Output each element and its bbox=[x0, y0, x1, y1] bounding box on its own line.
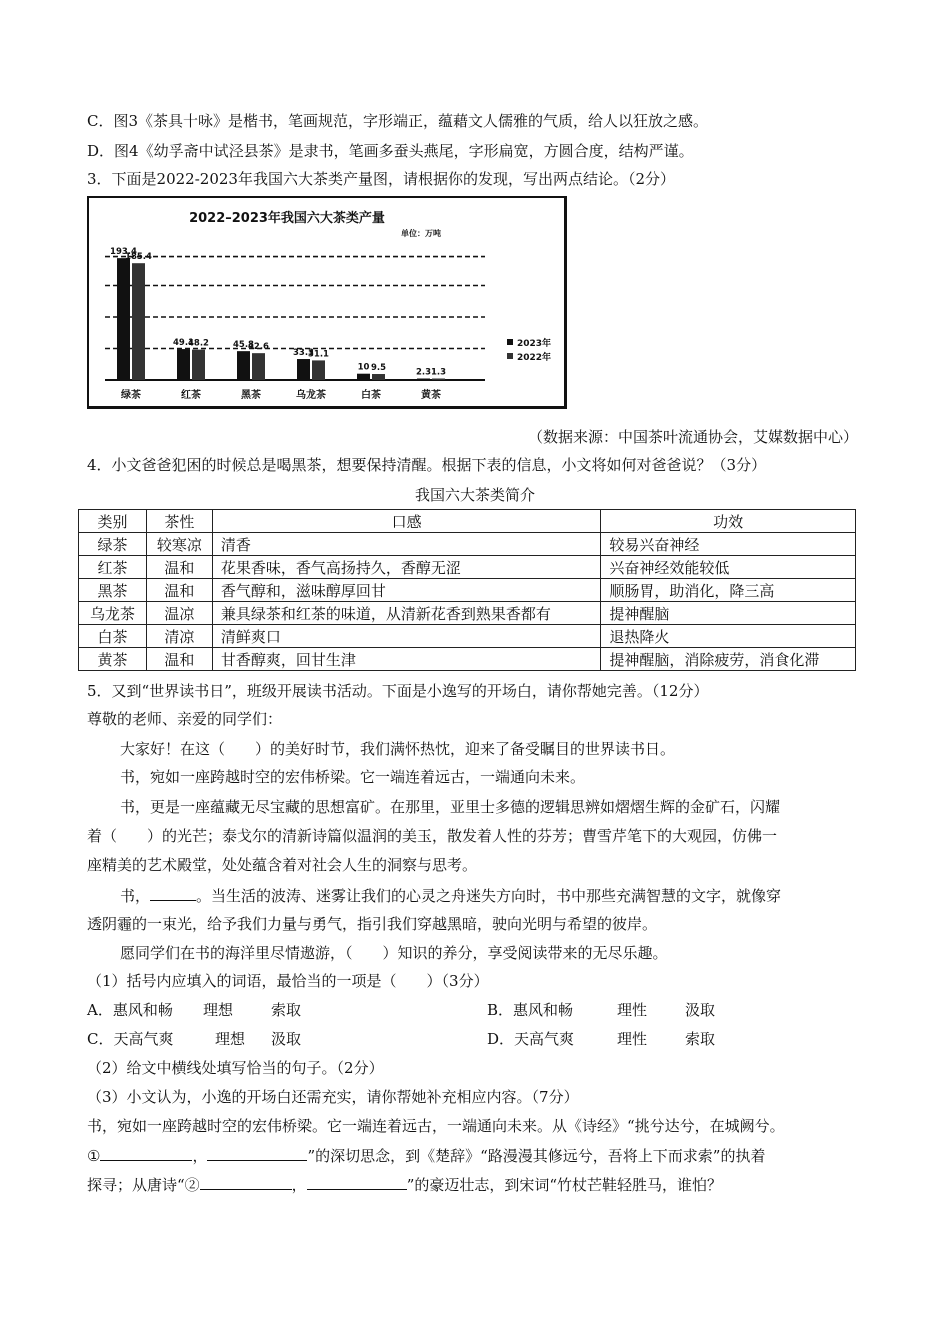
chart-value-label: 31.1 bbox=[308, 349, 329, 360]
cell-nature: 温凉 bbox=[146, 602, 212, 625]
cell-effect: 兴奋神经效能较低 bbox=[601, 556, 856, 579]
chart-value-label: 48.2 bbox=[188, 338, 209, 349]
answer-blank[interactable] bbox=[307, 1173, 407, 1190]
answer-blank[interactable] bbox=[100, 1144, 192, 1161]
chart-value-label: 42.6 bbox=[248, 342, 269, 353]
chart-bar-2022 bbox=[192, 350, 205, 380]
cell-taste: 清香 bbox=[212, 533, 600, 556]
header-category: 类别 bbox=[79, 510, 147, 533]
cell-nature: 温和 bbox=[146, 579, 212, 602]
table-row bbox=[79, 648, 856, 671]
cell-category: 红茶 bbox=[79, 556, 147, 579]
option-d-word-1: D．天高气爽 bbox=[487, 1030, 575, 1048]
chart-category-label: 绿茶 bbox=[121, 390, 141, 401]
option-d[interactable] bbox=[487, 1028, 715, 1050]
cell-effect: 退热降火 bbox=[601, 625, 856, 648]
p4-prefix: 书， bbox=[120, 887, 151, 905]
fill-line-3 bbox=[87, 1173, 722, 1196]
header-taste: 口感 bbox=[212, 510, 600, 533]
fill-marker-1: ① bbox=[87, 1147, 101, 1165]
chart-value-label: 193.4 bbox=[110, 247, 137, 258]
chart-category-label: 乌龙茶 bbox=[296, 390, 326, 401]
chart-bar-2022 bbox=[132, 263, 145, 380]
chart-bar-2022 bbox=[312, 360, 325, 380]
chart-unit: 单位：万吨 bbox=[401, 229, 441, 238]
speech-paragraph-4-line-2: 透阴霾的一束光，给予我们力量与勇气，指引我们穿越黑暗，驶向光明与希望的彼岸。 bbox=[87, 915, 658, 933]
legend-swatch bbox=[507, 339, 513, 345]
cell-nature: 清凉 bbox=[146, 625, 212, 648]
cell-category: 绿茶 bbox=[79, 533, 147, 556]
chart-bar-2022 bbox=[252, 353, 265, 380]
legend-label: 2022年 bbox=[517, 353, 552, 363]
table-row bbox=[79, 579, 856, 602]
fill-comma: ， bbox=[291, 1176, 307, 1194]
table-row bbox=[79, 533, 856, 556]
speech-paragraph-4-line-1 bbox=[120, 884, 781, 907]
option-d-word-3: 索取 bbox=[685, 1030, 716, 1048]
cell-category: 黑茶 bbox=[79, 579, 147, 602]
chart-category-label: 黄茶 bbox=[421, 390, 441, 401]
cell-taste: 香气醇和，滋味醇厚回甘 bbox=[212, 579, 600, 602]
cell-nature: 温和 bbox=[146, 648, 212, 671]
question-4-stem: 4．小文爸爸犯困的时候总是喝黑茶，想要保持清醒。根据下表的信息，小文将如何对爸爸说？（3分） bbox=[87, 456, 767, 474]
cell-effect: 顺肠胃，助消化，降三高 bbox=[601, 579, 856, 602]
question-3-stem: 3．下面是2022-2023年我国六大茶类产量图，请根据你的发现，写出两点结论。（2分） bbox=[87, 170, 676, 188]
option-a-word-2: 理想 bbox=[203, 1001, 234, 1019]
fill-line-3-text: ”的豪迈壮志，到宋词“竹杖芒鞋轻胜马，谁怕？ bbox=[406, 1176, 723, 1194]
fill-line-2-text: ”的深切思念，到《楚辞》“路漫漫其修远兮，吾将上下而求索”的执着 bbox=[307, 1147, 766, 1165]
speech-paragraph-3-line-1: 书，更是一座蕴藏无尽宝藏的思想富矿。在那里，亚里士多德的逻辑思辨如熠熠生辉的金矿石，闪耀 bbox=[120, 798, 781, 816]
question-5-stem: 5．又到“世界读书日”，班级开展读书活动。下面是小逸写的开场白，请你帮她完善。（12分） bbox=[87, 682, 709, 700]
question-2-option-d: D．图4《幼孚斋中试泾县茶》是隶书，笔画多蚕头燕尾，字形扁宽，方圆合度，结构严谨。 bbox=[87, 142, 694, 160]
speech-paragraph-3-line-3: 座精美的艺术殿堂，处处蕴含着对社会人生的洞察与思考。 bbox=[87, 856, 478, 874]
cell-taste: 兼具绿茶和红茶的味道，从清新花香到熟果香都有 bbox=[212, 602, 600, 625]
cell-category: 白茶 bbox=[79, 625, 147, 648]
chart-title: 2022–2023年我国六大茶类产量 bbox=[189, 211, 385, 226]
chart-category-label: 白茶 bbox=[361, 390, 381, 401]
option-a[interactable] bbox=[87, 999, 301, 1021]
chart-bar-2023 bbox=[417, 379, 430, 381]
chart-bar-2023 bbox=[297, 359, 310, 380]
chart-value-label: 9.5 bbox=[370, 363, 387, 374]
chart-bar-2023 bbox=[357, 374, 370, 380]
option-a-word-1: A．惠风和畅 bbox=[87, 1001, 173, 1019]
p4-suffix: 。当生活的波涛、迷雾让我们的心灵之舟迷失方向时，书中那些充满智慧的文字，就像穿 bbox=[196, 887, 782, 905]
option-a-word-3: 索取 bbox=[271, 1001, 302, 1019]
table-title: 我国六大茶类简介 bbox=[414, 486, 535, 504]
answer-blank[interactable] bbox=[150, 884, 196, 901]
speech-paragraph-1: 大家好！在这（ ）的美好时节，我们满怀热忱，迎来了备受瞩目的世界读书日。 bbox=[120, 740, 676, 758]
cell-effect: 较易兴奋神经 bbox=[601, 533, 856, 556]
chart-value-label: 1.3 bbox=[430, 367, 447, 378]
table-row bbox=[79, 602, 856, 625]
header-nature: 茶性 bbox=[146, 510, 212, 533]
sub-question-2: （2）给文中横线处填写恰当的句子。（2分） bbox=[87, 1059, 384, 1077]
speech-greeting: 尊敬的老师、亲爱的同学们： bbox=[87, 710, 283, 728]
cell-nature: 温和 bbox=[146, 556, 212, 579]
cell-nature: 较寒凉 bbox=[146, 533, 212, 556]
sub-question-1: （1）括号内应填入的词语，最恰当的一项是（ ）（3分） bbox=[87, 972, 489, 990]
answer-blank[interactable] bbox=[200, 1173, 292, 1190]
chart-data-source: （数据来源：中国茶叶流通协会，艾媒数据中心） bbox=[527, 428, 858, 446]
tea-types-table bbox=[78, 509, 856, 671]
option-b-word-1: B．惠风和畅 bbox=[487, 1001, 574, 1019]
table-row bbox=[79, 625, 856, 648]
cell-category: 乌龙茶 bbox=[79, 602, 147, 625]
option-c-word-2: 理想 bbox=[215, 1030, 246, 1048]
option-c-word-1: C．天高气爽 bbox=[87, 1030, 174, 1048]
cell-taste: 花果香味，香气高扬持久，香醇无涩 bbox=[212, 556, 600, 579]
fill-line-1: 书，宛如一座跨越时空的宏伟桥梁。它一端连着远古，一端通向未来。从《诗经》“挑兮达兮，在城阙兮。 bbox=[87, 1117, 785, 1135]
legend-label: 2023年 bbox=[517, 339, 552, 349]
fill-line-2 bbox=[87, 1144, 765, 1167]
tea-production-chart bbox=[87, 196, 567, 409]
cell-taste: 甘香醇爽，回甘生津 bbox=[212, 648, 600, 671]
option-d-word-2: 理性 bbox=[617, 1030, 648, 1048]
chart-value-label: 33.3 bbox=[293, 348, 314, 359]
table-row bbox=[79, 556, 856, 579]
option-b[interactable] bbox=[487, 999, 715, 1021]
chart-value-label: 10 bbox=[357, 362, 370, 373]
chart-bar-2023 bbox=[237, 351, 250, 380]
table-header-row bbox=[79, 510, 856, 533]
chart-value-label: 2.3 bbox=[415, 367, 432, 378]
option-b-word-2: 理性 bbox=[617, 1001, 648, 1019]
speech-paragraph-3-line-2: 着（ ）的光芒；泰戈尔的清新诗篇似温润的美玉，散发着人性的芬芳；曹雪芹笔下的大观园，仿佛一 bbox=[87, 827, 778, 845]
chart-value-label: 185.4 bbox=[125, 252, 152, 263]
chart-category-label: 黑茶 bbox=[241, 390, 261, 401]
chart-value-label: 49.1 bbox=[173, 338, 194, 349]
chart-canvas bbox=[89, 198, 565, 407]
option-c[interactable] bbox=[87, 1028, 301, 1050]
option-c-word-3: 汲取 bbox=[271, 1030, 302, 1048]
chart-value-label: 45.8 bbox=[233, 340, 254, 351]
fill-line-3-prefix: 探寻；从唐诗“② bbox=[87, 1176, 200, 1194]
cell-effect: 提神醒脑，消除疲劳，消食化滞 bbox=[601, 648, 856, 671]
header-effect: 功效 bbox=[601, 510, 856, 533]
speech-paragraph-5: 愿同学们在书的海洋里尽情遨游，（ ）知识的养分，享受阅读带来的无尽乐趣。 bbox=[120, 944, 668, 962]
fill-comma: ， bbox=[192, 1147, 208, 1165]
chart-category-label: 红茶 bbox=[181, 390, 201, 401]
sub-question-3: （3）小文认为，小逸的开场白还需充实，请你帮她补充相应内容。（7分） bbox=[87, 1088, 579, 1106]
speech-paragraph-2: 书，宛如一座跨越时空的宏伟桥梁。它一端连着远古，一端通向未来。 bbox=[120, 768, 586, 786]
option-b-word-3: 汲取 bbox=[685, 1001, 716, 1019]
cell-category: 黄茶 bbox=[79, 648, 147, 671]
chart-bar-2023 bbox=[117, 258, 130, 380]
chart-bar-2022 bbox=[432, 379, 445, 381]
cell-taste: 清鲜爽口 bbox=[212, 625, 600, 648]
answer-blank[interactable] bbox=[207, 1144, 307, 1161]
chart-bar-2022 bbox=[372, 374, 385, 380]
cell-effect: 提神醒脑 bbox=[601, 602, 856, 625]
question-2-option-c: C．图3《茶具十咏》是楷书，笔画规范，字形端正，蕴藉文人儒雅的气质，给人以狂放之感。 bbox=[87, 112, 709, 130]
chart-bar-2023 bbox=[177, 349, 190, 380]
legend-swatch bbox=[507, 353, 513, 359]
